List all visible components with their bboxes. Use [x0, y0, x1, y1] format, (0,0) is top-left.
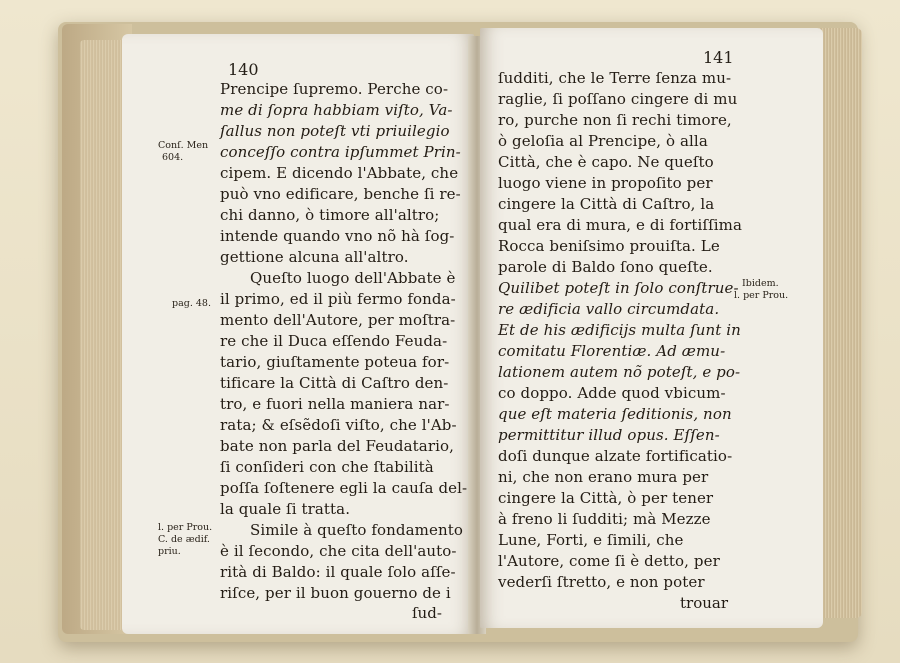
catchword: trouar: [680, 594, 729, 612]
text-line: ſi conſideri con che ſtabilità: [220, 458, 434, 476]
text-line: mento dell'Autore, per moſtra-: [220, 311, 456, 329]
text-line: ſallus non poteſt vti priuilegio: [220, 122, 450, 140]
text-line: Et de his ædificijs multa ſunt in: [498, 321, 741, 339]
text-line: il primo, ed il più fermo fonda-: [220, 290, 456, 308]
text-line: Rocca beniſsimo prouiſta. Le: [498, 237, 720, 255]
text-line: re che il Duca eſſendo Feuda-: [220, 332, 448, 350]
text-line: ni, che non erano mura per: [498, 468, 709, 486]
text-line: co doppo. Adde quod vbicum-: [498, 384, 726, 402]
text-line: Città, che è capo. Ne queſto: [498, 153, 714, 171]
text-line: comitatu Florentiæ. Ad æmu-: [498, 342, 726, 360]
margin-note: Conſ. Men: [158, 140, 209, 151]
text-line: à freno li ſudditi; mà Mezze: [498, 510, 711, 528]
text-line: tificare la Città di Caſtro den-: [220, 374, 449, 392]
text-line: cipem. E dicendo l'Abbate, che: [220, 164, 459, 182]
text-line: Queſto luogo dell'Abbate è: [250, 269, 456, 287]
text-line: rata; & eſsẽdoſi viſto, che l'Ab-: [220, 416, 457, 434]
text-line: lationem autem nõ poteſt, e po-: [498, 363, 741, 381]
margin-note: C. de ædif.: [158, 534, 210, 545]
text-line: parole di Baldo ſono queſte.: [498, 258, 713, 276]
text-line: Prencipe ſupremo. Perche co-: [220, 80, 449, 98]
margin-note: 604.: [162, 152, 184, 163]
text-line: poſſa ſoſtenere egli la cauſa del-: [220, 479, 468, 497]
text-line: gettione alcuna all'altro.: [220, 248, 409, 266]
text-line: rità di Baldo: il quale ſolo aſſe-: [220, 563, 456, 581]
margin-note: Ibidem.: [742, 278, 779, 289]
page-number: 141: [703, 48, 734, 67]
text-line: me di ſopra habbiam viſto, Va-: [220, 101, 453, 119]
margin-note: pag. 48.: [172, 298, 211, 309]
text-line: doſi dunque alzate fortificatio-: [498, 447, 733, 465]
text-line: cingere la Città, ò per tener: [498, 489, 714, 507]
text-line: tario, giuſtamente poteua for-: [220, 353, 450, 371]
margin-note: l. per Prou.: [734, 290, 789, 301]
text-line: l'Autore, come ſi è detto, per: [498, 552, 720, 570]
page-edges-right: [818, 28, 862, 618]
margin-note: priu.: [158, 546, 181, 557]
catchword: ſud-: [412, 604, 442, 622]
text-line: riſce, per il buon gouerno de i: [220, 584, 451, 602]
text-line: Simile à queſto fondamento: [250, 521, 463, 539]
margin-note: l. per Prou.: [158, 522, 213, 533]
text-line: ſudditi, che le Terre ſenza mu-: [498, 69, 732, 87]
right-page: [480, 28, 823, 628]
text-line: può vno edificare, benche ſi re-: [220, 185, 461, 203]
text-line: chi danno, ò timore all'altro;: [220, 206, 440, 224]
text-line: luogo viene in propoſito per: [498, 174, 713, 192]
text-line: bate non parla del Feudatario,: [220, 437, 455, 455]
text-line: conceſſo contra ipſummet Prin-: [220, 143, 461, 161]
text-line: re ædificia vallo circumdata.: [498, 300, 720, 318]
left-page: [122, 34, 474, 634]
text-line: raglie, ſi poſſano cingere di mu: [498, 90, 738, 108]
text-line: ò geloſia al Prencipe, ò alla: [498, 132, 708, 150]
text-line: intende quando vno nõ hà ſog-: [220, 227, 455, 245]
text-line: permittitur illud opus. Eſſen-: [498, 426, 720, 444]
text-line: que eſt materia ſeditionis, non: [498, 405, 732, 423]
text-line: qual era di mura, e di fortiſſima: [498, 216, 742, 234]
text-line: vederſi ſtretto, e non poter: [498, 573, 705, 591]
text-line: cingere la Città di Caſtro, la: [498, 195, 715, 213]
text-line: Lune, Forti, e ſimili, che: [498, 531, 684, 549]
text-line: Quilibet poteſt in ſolo conſtrue-: [498, 279, 739, 297]
text-line: tro, e fuori nella maniera nar-: [220, 395, 450, 413]
text-line: ro, purche non ſi rechi timore,: [498, 111, 732, 129]
text-line: la quale ſi tratta.: [220, 500, 351, 518]
text-line: è il ſecondo, che cita dell'auto-: [220, 542, 457, 560]
page-number: 140: [228, 60, 259, 79]
